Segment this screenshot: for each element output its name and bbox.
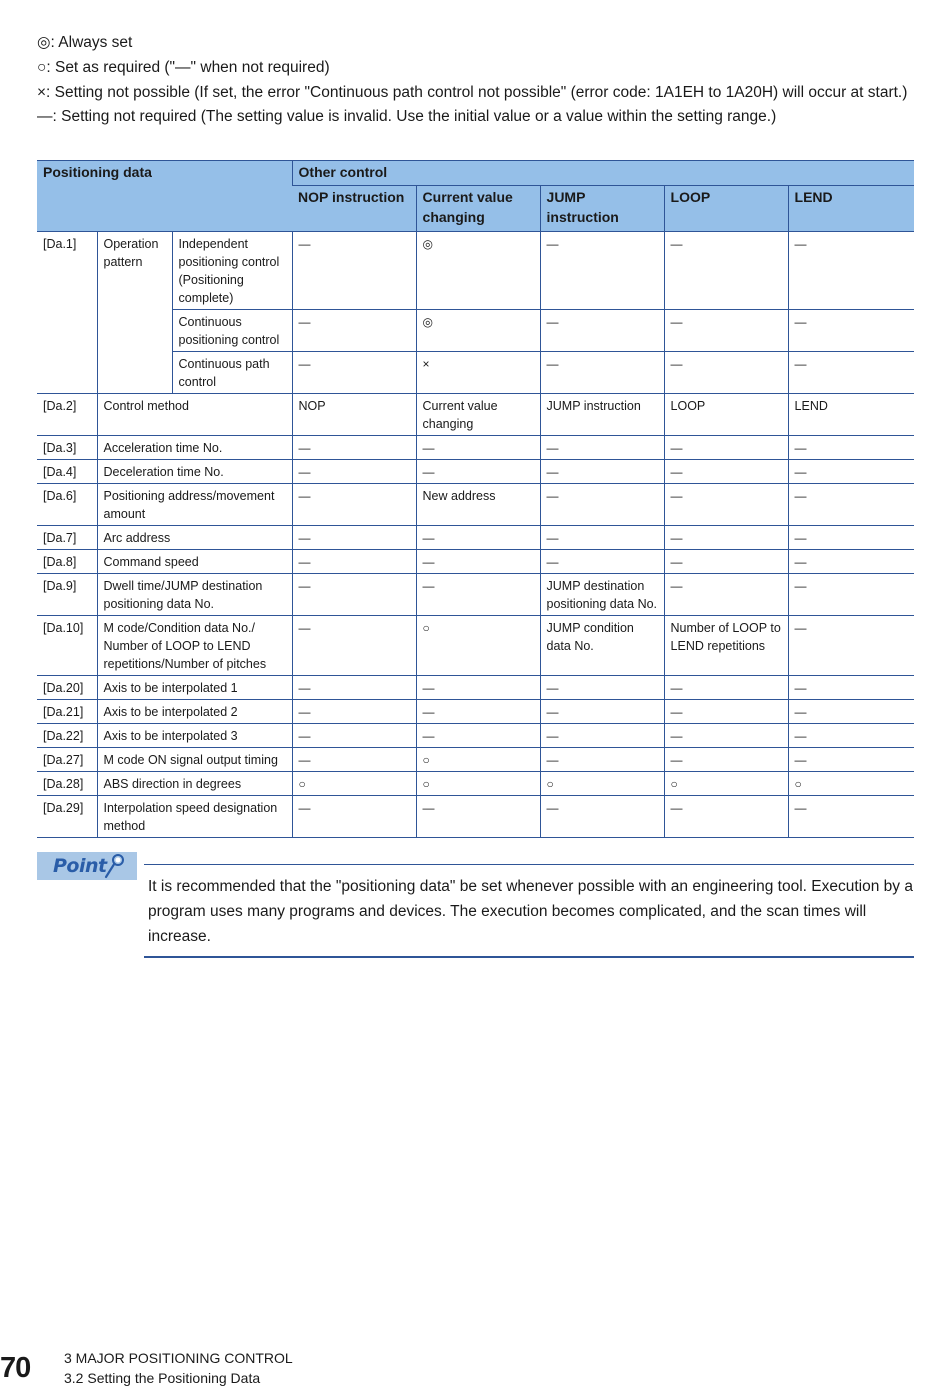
table-cell: New address bbox=[416, 484, 540, 526]
column-header-loop: LOOP bbox=[664, 186, 788, 232]
point-text: It is recommended that the "positioning data" be set whenever possible with an engineering tool. Execution by a program uses many programs and devices. The execution becomes complicated, and the scan times will increase. bbox=[148, 878, 913, 945]
row-name: ABS direction in degrees bbox=[97, 772, 292, 796]
table-cell: — bbox=[664, 676, 788, 700]
table-cell: — bbox=[788, 550, 914, 574]
table-cell: — bbox=[292, 436, 416, 460]
table-cell: ○ bbox=[416, 748, 540, 772]
row-name: Arc address bbox=[97, 526, 292, 550]
legend-set-as-required: ○: Set as required ("—" when not required) bbox=[37, 58, 330, 76]
table-cell: ◎ bbox=[416, 232, 540, 310]
table-row bbox=[37, 232, 914, 310]
column-header-nop: NOP instruction bbox=[292, 186, 416, 232]
table-cell: ◎ bbox=[416, 310, 540, 352]
table-cell: — bbox=[664, 550, 788, 574]
column-header-lend: LEND bbox=[788, 186, 914, 232]
magnifier-icon bbox=[101, 852, 131, 880]
table-cell: — bbox=[540, 724, 664, 748]
subrow-label: Continuous path control bbox=[172, 352, 292, 394]
table-cell: — bbox=[292, 550, 416, 574]
table-cell: — bbox=[416, 574, 540, 616]
legend-always-set: ◎: Always set bbox=[37, 34, 133, 51]
table-cell: — bbox=[292, 310, 416, 352]
table-cell: — bbox=[788, 574, 914, 616]
table-cell: ○ bbox=[416, 616, 540, 676]
table-row bbox=[37, 724, 914, 748]
table-cell: — bbox=[664, 232, 788, 310]
table-cell: — bbox=[416, 526, 540, 550]
table-cell: Number of LOOP to LEND repetitions bbox=[664, 616, 788, 676]
point-note bbox=[144, 864, 914, 958]
table-cell: — bbox=[540, 796, 664, 838]
table-cell: — bbox=[540, 460, 664, 484]
row-name: Axis to be interpolated 3 bbox=[97, 724, 292, 748]
table-cell: — bbox=[540, 436, 664, 460]
legend-setting-not-required: —: Setting not required (The setting value is invalid. Use the initial value or a value within the setting range.) bbox=[37, 108, 777, 126]
table-row bbox=[37, 394, 914, 436]
table-cell: — bbox=[416, 724, 540, 748]
table-cell: — bbox=[292, 484, 416, 526]
table-cell: ○ bbox=[788, 772, 914, 796]
row-id: [Da.1] bbox=[37, 232, 97, 394]
table-cell: — bbox=[416, 550, 540, 574]
column-header-current-value: Current value changing bbox=[416, 186, 540, 232]
point-label: Point bbox=[53, 855, 107, 877]
table-cell: — bbox=[540, 232, 664, 310]
table-row bbox=[37, 700, 914, 724]
row-id: [Da.2] bbox=[37, 394, 97, 436]
table-cell: — bbox=[292, 232, 416, 310]
table-row bbox=[37, 484, 914, 526]
page-number: 70 bbox=[0, 1352, 31, 1384]
table-row bbox=[37, 748, 914, 772]
table-cell: — bbox=[664, 310, 788, 352]
row-name: M code/Condition data No./ Number of LOOP to LEND repetitions/Number of pitches bbox=[97, 616, 292, 676]
table-cell: — bbox=[292, 574, 416, 616]
table-cell: — bbox=[664, 748, 788, 772]
table-cell: — bbox=[664, 796, 788, 838]
table-cell: — bbox=[664, 352, 788, 394]
table-cell: ○ bbox=[292, 772, 416, 796]
header-other-control: Other control bbox=[292, 161, 914, 186]
table-cell: — bbox=[788, 700, 914, 724]
table-cell: ○ bbox=[540, 772, 664, 796]
table-row bbox=[37, 436, 914, 460]
table-cell: — bbox=[664, 436, 788, 460]
row-id: [Da.27] bbox=[37, 748, 97, 772]
table-row bbox=[37, 574, 914, 616]
table-cell: — bbox=[540, 550, 664, 574]
row-id: [Da.22] bbox=[37, 724, 97, 748]
table-row bbox=[37, 550, 914, 574]
table-cell: JUMP instruction bbox=[540, 394, 664, 436]
table-cell: — bbox=[292, 352, 416, 394]
table-row bbox=[37, 796, 914, 838]
table-cell: — bbox=[416, 796, 540, 838]
table-row bbox=[37, 616, 914, 676]
table-cell: — bbox=[416, 676, 540, 700]
table-cell: — bbox=[292, 700, 416, 724]
row-id: [Da.7] bbox=[37, 526, 97, 550]
table-cell: — bbox=[788, 526, 914, 550]
positioning-data-table bbox=[37, 160, 914, 838]
row-id: [Da.8] bbox=[37, 550, 97, 574]
row-name: Deceleration time No. bbox=[97, 460, 292, 484]
table-cell: Current value changing bbox=[416, 394, 540, 436]
table-cell: — bbox=[292, 724, 416, 748]
table-row bbox=[37, 772, 914, 796]
table-cell: NOP bbox=[292, 394, 416, 436]
table-cell: — bbox=[416, 436, 540, 460]
table-cell: — bbox=[540, 700, 664, 724]
table-cell: × bbox=[416, 352, 540, 394]
row-name: Positioning address/movement amount bbox=[97, 484, 292, 526]
row-id: [Da.10] bbox=[37, 616, 97, 676]
table-cell: — bbox=[292, 748, 416, 772]
table-cell: — bbox=[788, 724, 914, 748]
row-name: Operation pattern bbox=[97, 232, 172, 394]
table-cell: — bbox=[788, 310, 914, 352]
table-row bbox=[37, 526, 914, 550]
table-cell: JUMP destination positioning data No. bbox=[540, 574, 664, 616]
column-header-jump: JUMP instruction bbox=[540, 186, 664, 232]
table-row bbox=[37, 460, 914, 484]
table-cell: — bbox=[416, 460, 540, 484]
table-cell: — bbox=[540, 484, 664, 526]
row-id: [Da.3] bbox=[37, 436, 97, 460]
table-cell: LOOP bbox=[664, 394, 788, 436]
table-cell: — bbox=[540, 310, 664, 352]
row-name: Interpolation speed designation method bbox=[97, 796, 292, 838]
row-id: [Da.20] bbox=[37, 676, 97, 700]
table-cell: — bbox=[664, 460, 788, 484]
table-cell: JUMP condition data No. bbox=[540, 616, 664, 676]
table-cell: — bbox=[664, 526, 788, 550]
subrow-label: Continuous positioning control bbox=[172, 310, 292, 352]
table-cell: ○ bbox=[416, 772, 540, 796]
row-name: Acceleration time No. bbox=[97, 436, 292, 460]
table-cell: — bbox=[788, 352, 914, 394]
table-cell: — bbox=[664, 574, 788, 616]
table-cell: — bbox=[292, 676, 416, 700]
table-cell: — bbox=[540, 748, 664, 772]
table-cell: — bbox=[788, 748, 914, 772]
subrow-label: Independent positioning control (Positioning complete) bbox=[172, 232, 292, 310]
table-cell: LEND bbox=[788, 394, 914, 436]
row-name: Control method bbox=[97, 394, 292, 436]
table-cell: — bbox=[664, 700, 788, 724]
symbol-legend bbox=[37, 31, 917, 130]
footer-section: 3.2 Setting the Positioning Data bbox=[64, 1370, 261, 1386]
table-row bbox=[37, 676, 914, 700]
table-cell: — bbox=[788, 484, 914, 526]
table-cell: — bbox=[664, 724, 788, 748]
row-id: [Da.4] bbox=[37, 460, 97, 484]
row-name: Axis to be interpolated 2 bbox=[97, 700, 292, 724]
table-cell: — bbox=[540, 676, 664, 700]
point-badge bbox=[37, 852, 137, 880]
table-cell: — bbox=[416, 700, 540, 724]
table-cell: — bbox=[540, 526, 664, 550]
table-cell: — bbox=[788, 676, 914, 700]
row-name: Dwell time/JUMP destination positioning data No. bbox=[97, 574, 292, 616]
table-cell: — bbox=[292, 616, 416, 676]
table-cell: — bbox=[292, 460, 416, 484]
row-id: [Da.21] bbox=[37, 700, 97, 724]
row-name: M code ON signal output timing bbox=[97, 748, 292, 772]
table-cell: — bbox=[788, 232, 914, 310]
footer-chapter: 3 MAJOR POSITIONING CONTROL bbox=[64, 1350, 293, 1366]
table-cell: — bbox=[788, 436, 914, 460]
table-cell: ○ bbox=[664, 772, 788, 796]
table-cell: — bbox=[292, 526, 416, 550]
row-id: [Da.28] bbox=[37, 772, 97, 796]
row-id: [Da.29] bbox=[37, 796, 97, 838]
table-cell: — bbox=[540, 352, 664, 394]
row-name: Command speed bbox=[97, 550, 292, 574]
table-cell: — bbox=[788, 796, 914, 838]
table-cell: — bbox=[664, 484, 788, 526]
row-id: [Da.9] bbox=[37, 574, 97, 616]
table-cell: — bbox=[788, 460, 914, 484]
row-id: [Da.6] bbox=[37, 484, 97, 526]
table-cell: — bbox=[292, 796, 416, 838]
legend-setting-not-possible: ×: Setting not possible (If set, the error "Continuous path control not possible" (error code: 1A1EH to 1A20H) will occur at start.) bbox=[37, 83, 908, 101]
header-positioning-data: Positioning data bbox=[37, 161, 292, 232]
row-name: Axis to be interpolated 1 bbox=[97, 676, 292, 700]
table-cell: — bbox=[788, 616, 914, 676]
